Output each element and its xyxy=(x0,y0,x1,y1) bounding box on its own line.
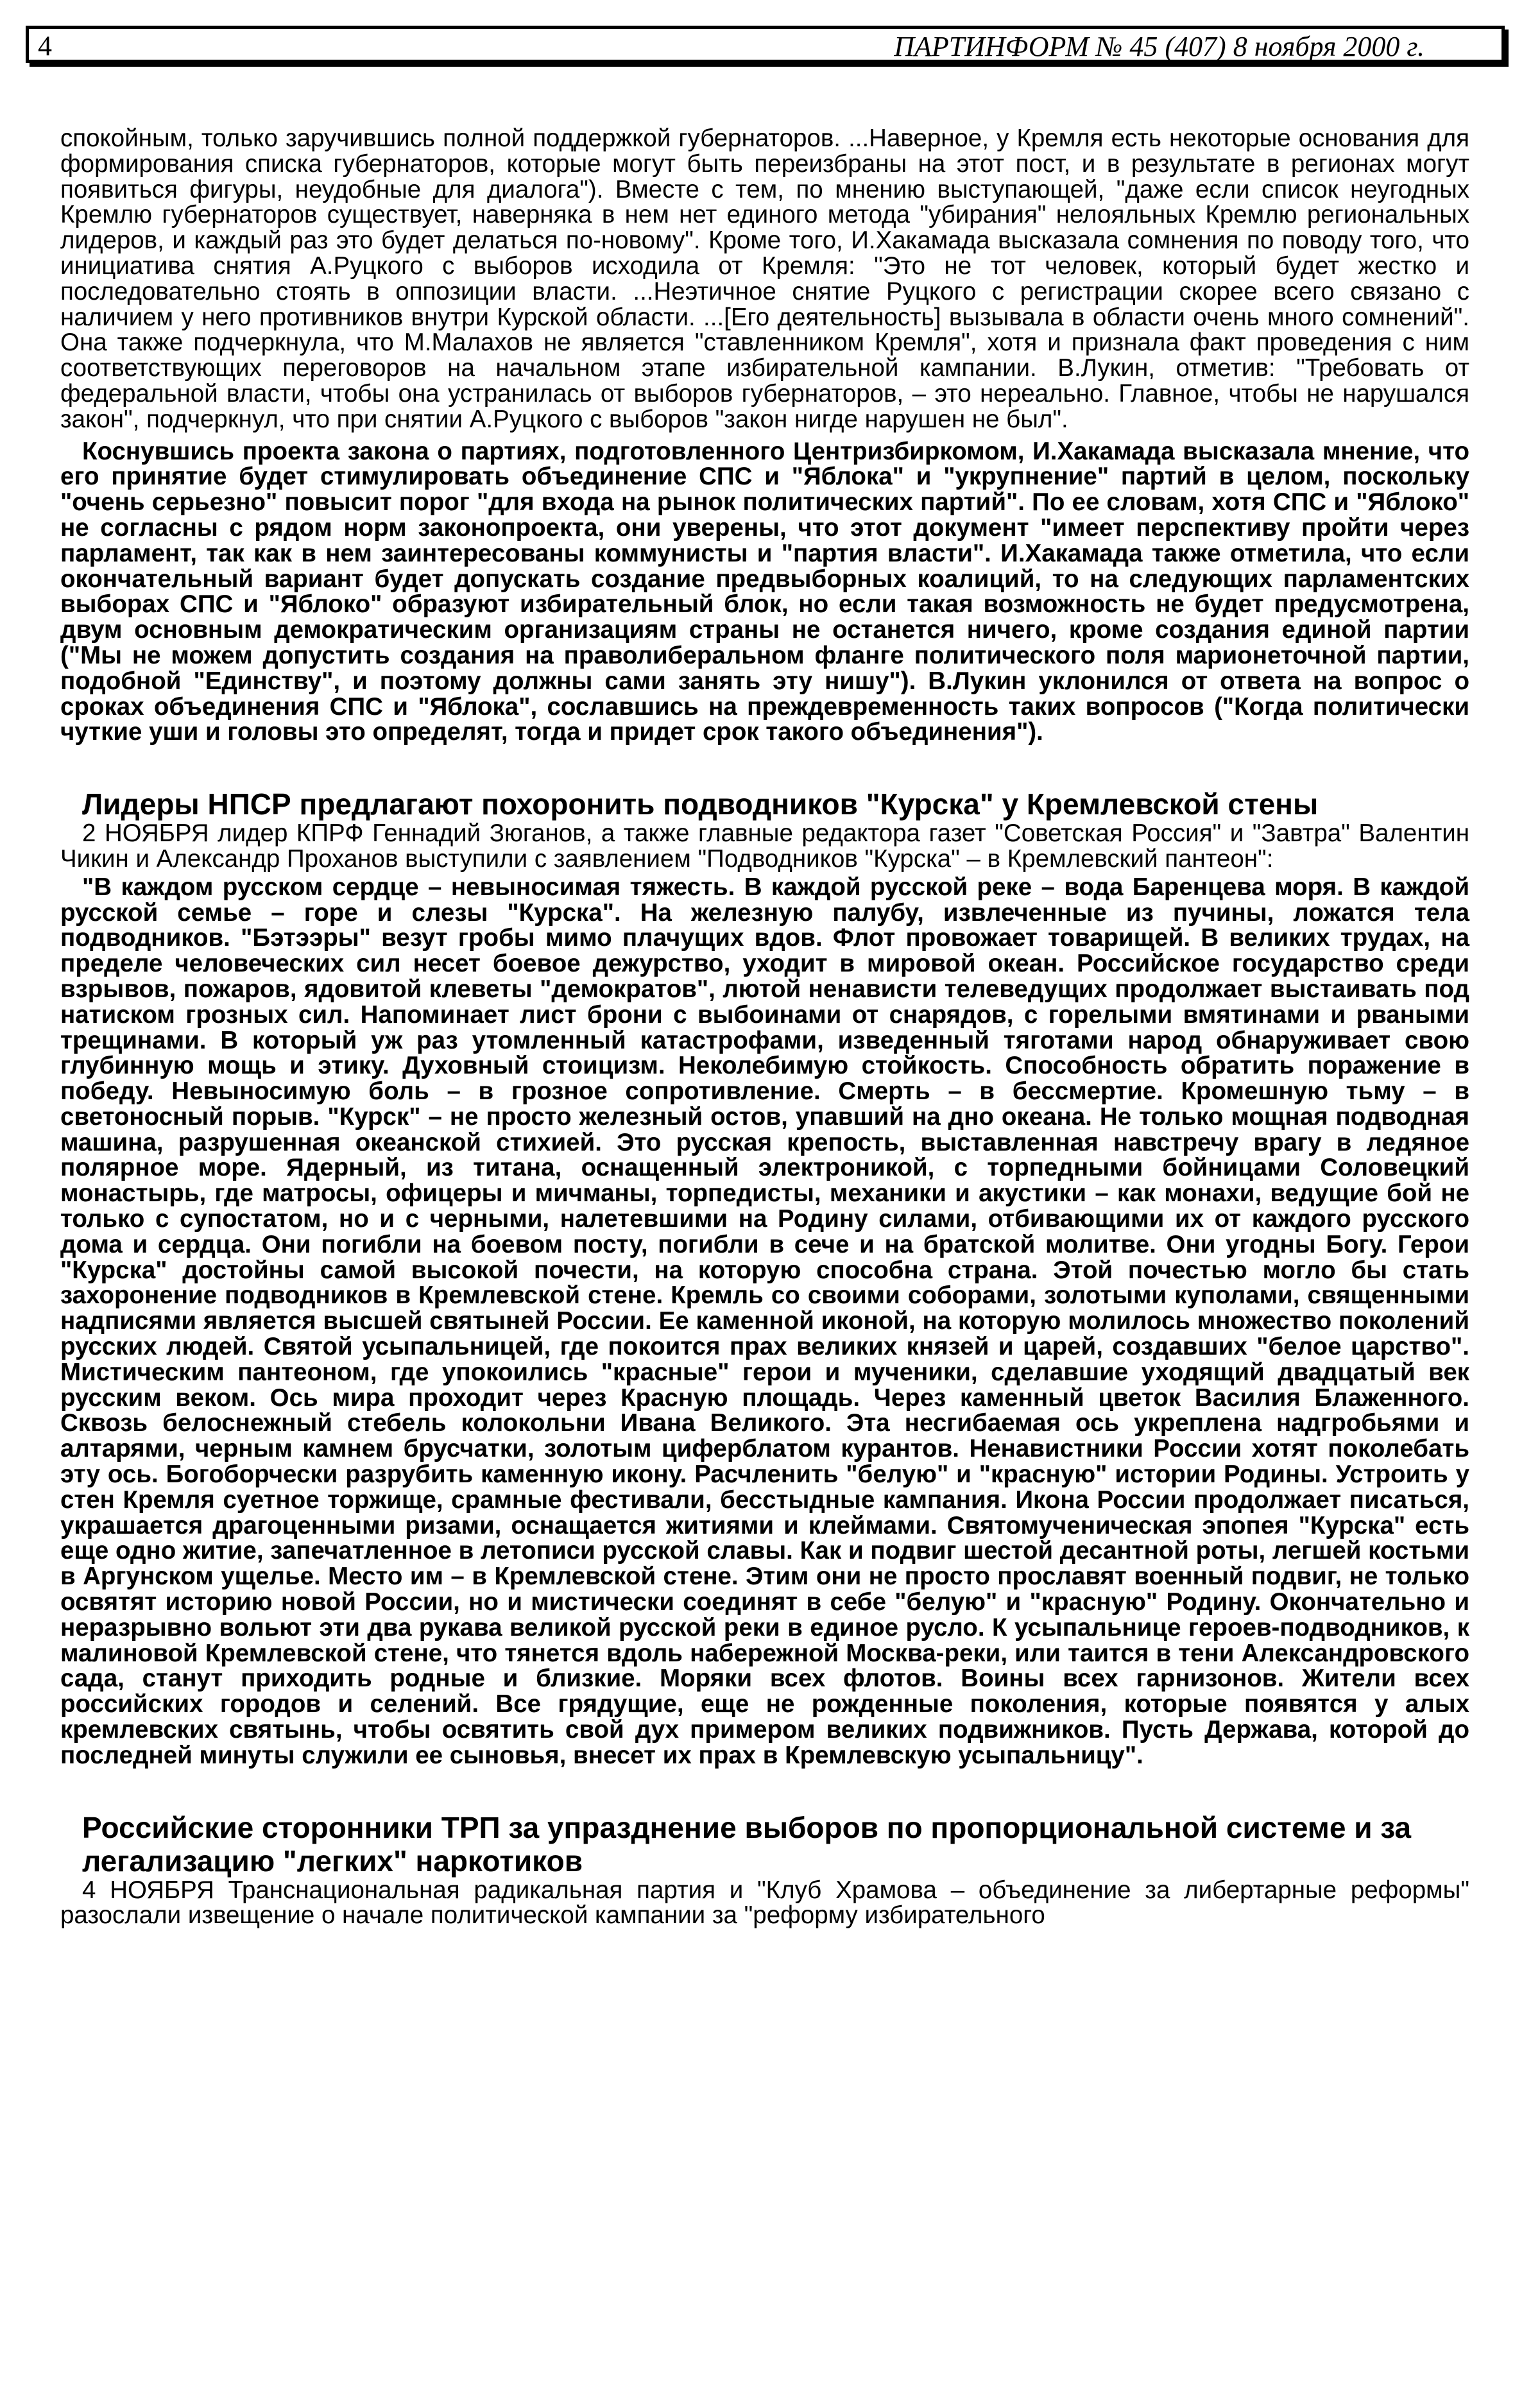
page-header xyxy=(26,26,1505,63)
trp-headline: Российские сторонники ТРП за упразднение выборов по пропорциональной системе и за легализацию "легких" наркотиков xyxy=(82,1810,1412,1878)
publication-title: ПАРТИНФОРМ № 45 (407) 8 ноября 2000 г. xyxy=(894,31,1425,62)
article-body xyxy=(60,126,1469,1928)
kursk-headline: Лидеры НПСР предлагают похоронить подводников "Курска" у Кремлевской стены xyxy=(82,787,1319,821)
kursk-lead-paragraph: 2 НОЯБРЯ лидер КПРФ Геннадий Зюганов, а также главные редактора газет "Советская Россия" и "Завтра" Валентин Чикин и Александр Проханов выступили с заявлением "Подводников "Курска" – в Кремлевский пантеон": xyxy=(60,819,1469,873)
page-number: 4 xyxy=(38,30,52,62)
party-law-paragraph: Коснувшись проекта закона о партиях, подготовленного Центризбиркомом, И.Хакамада высказала мнение, что его принятие будет стимулировать объединение СПС и "Яблока" и "укрупнение" партий в целом, поскольку "очень серьезно" повысит порог "для входа на рынок политических партий". По ее словам, хотя СПС и "Яблоко" не согласны с рядом норм законопроекта, они уверены, что этот документ "имеет перспективу пройти через парламент, так как в нем заинтересованы коммунисты и "партия власти". И.Хакамада также отметила, что если окончательный вариант будет допускать создание предвыборных коалиций, то на следующих парламентских выборах СПС и "Яблоко" образуют избирательный блок, но если такая возможность не будет предусмотрена, двум основным демократическим организациям страны не останется ничего, кроме создания единой партии ("Мы не можем допустить создания на праволиберальном фланге политического поля марионеточной партии, подобной "Единству", и поэтому должны сами занять эту нишу"). В.Лукин уклонился от ответа на вопрос о сроках объединения СПС и "Яблока", сославшись на преждевременность таких вопросов ("Когда политически чуткие уши и головы это определят, тогда и придет срок такого объединения"). xyxy=(60,437,1469,746)
article-continuation-paragraph: спокойным, только заручившись полной поддержкой губернаторов. ...Наверное, у Кремля есть некоторые основания для формирования списка губернаторов, которые могут быть переизбраны на этот пост, и в результате в регионах могут появиться фигуры, неудобные для диалога"). Вместе с тем, по мнению выступающей, "даже если список неугодных Кремлю губернаторов существует, наверняка в нем нет единого метода "убирания" нелояльных Кремлю региональных лидеров, и каждый раз это будет делаться по-новому". Кроме того, И.Хакамада высказала сомнения по поводу того, что инициатива снятия А.Руцкого с выборов исходила от Кремля: "Это не тот человек, который будет жестко и последовательно стоять в оппозиции власти. ...Неэтичное снятие Руцкого с регистрации скорее всего связано с наличием у него противников внутри Курской области. ...[Его деятельность] вызывала в области очень много сомнений". Она также подчеркнула, что М.Малахов не является "ставленником Кремля", хотя и признала факт проведения с ним соответствующих переговоров на начальном этапе избирательной кампании. В.Лукин, отметив: "Требовать от федеральной власти, чтобы она устранилась от выборов губернаторов, – это нереально. Главное, чтобы не нарушался закон", подчеркнул, что при снятии А.Руцкого с выборов "закон нигде нарушен не был". xyxy=(60,124,1469,433)
trp-lead-paragraph: 4 НОЯБРЯ Транснациональная радикальная партия и "Клуб Храмова – объединение за либертарные реформы" разослали извещение о начале политической кампании за "реформу избирательного xyxy=(60,1876,1469,1930)
kursk-statement-quote: "В каждом русском сердце – невыносимая тяжесть. В каждой русской реке – вода Баренцева моря. В каждой русской семье – горе и слезы "Курска". На железную палубу, извлеченные из пучины, ложатся тела подводников. "Бэтээры" везут гробы мимо плачущих вдов. Флот провожает товарищей. В великих трудах, на пределе человеческих сил несет боевое дежурство, уходит в мировой океан. Российское государство среди взрывов, пожаров, ядовитой клеветы "демократов", лютой ненависти телеведущих продолжает выстаивать под натиском грозных сил. Напоминает лист брони с выбоинами от снарядов, с горелыми вмятинами и рваными трещинами. В который уж раз утомленный катастрофами, изведенный тяготами народ обнаруживает свою глубинную мощь и этику. Духовный стоицизм. Неколебимую стойкость. Способность обратить поражение в победу. Невыносимую боль – в грозное сопротивление. Смерть – в бессмертие. Кромешную тьму – в светоносный порыв. "Курск" – не просто железный остов, упавший на дно океана. Не только мощная подводная машина, разрушенная океанской стихией. Это русская крепость, выставленная навстречу врагу в ледяное полярное море. Ядерный, из титана, оснащенный электроникой, с торпедными бойницами Соловецкий монастырь, где матросы, офицеры и мичманы, торпедисты, механики и акустики – как монахи, ведущие бой не только с супостатом, но и с черными, налетевшими на Родину силами, отбивающими их от каждого русского дома и сердца. Они погибли на боевом посту, погибли в сече и на братской молитве. Они угодны Богу. Герои "Курска" достойны самой высокой почести, на которую способна страна. Этой почестью могло бы стать захоронение подводников в Кремлевской стене. Кремль со своими соборами, золотыми куполами, священными надписями является высшей святыней России. Ее каменной иконой, на которую молилось множество поколений русских людей. Святой усыпальницей, где покоится прах великих князей и царей, создавших "белое царство". Мистическим пантеоном, где упокоились "красные" герои и мученики, сделавшие уходящий двадцатый век русским веком. Ось мира проходит через Красную площадь. Через каменный цветок Василия Блаженного. Сквозь белоснежный стебель колокольни Ивана Великого. Эта несгибаемая ось укреплена надгробьями и алтарями, черным камнем брусчатки, золотым циферблатом курантов. Ненавистники России хотят поколебать эту ось. Богоборчески разрубить каменную икону. Расчленить "белую" и "красную" истории Родины. Устроить у стен Кремля суетное торжище, срамные фестивали, бесстыдные кампания. Икона России продолжает писаться, украшается драгоценными ризами, оснащается житиями и клеймами. Святомученическая эпопея "Курска" есть еще одно житие, запечатленное в летописи русской славы. Как и подвиг шестой десантной роты, легшей костьми в Аргунском ущелье. Место им – в Кремлевской стене. Этим они не просто прославят военный подвиг, не только освятят историю новой России, но и мистически соединят в себе "белую" и "красную" Родину. Окончательно и неразрывно вольют эти два рукава великой русской реки в единое русло. К усыпальнице героев-подводников, к малиновой Кремлевской стене, что тянется вдоль набережной Москва-реки, или таится в тени Александровского сада, станут приходить родные и близкие. Моряки всех флотов. Воины всех гарнизонов. Жители всех российских городов и селений. Все грядущие, еще не рожденные поколения, которые появятся у алых кремлевских святынь, чтобы освятить свой дух примером великих подвижников. Пусть Держава, которой до последней минуты служили ее сыновья, внесет их прах в Кремлевскую усыпальницу". xyxy=(60,873,1469,1769)
